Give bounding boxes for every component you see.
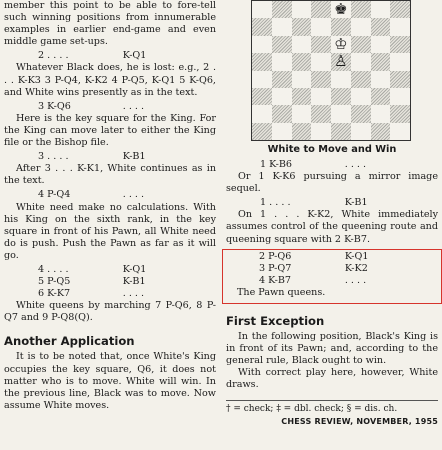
paragraph: White queens by marching 7 P-Q6, 8 P-Q7 and 9 P-Q8(Q). bbox=[4, 300, 216, 324]
board-square bbox=[390, 88, 410, 105]
move-line: 4 P-Q4 . . . . bbox=[38, 189, 145, 201]
board-square bbox=[311, 88, 331, 105]
move-line: 5 P-Q5 K-B1 bbox=[38, 276, 146, 288]
move-line: 2 P-Q6 K-Q1 bbox=[259, 250, 369, 262]
move-line: 1 . . . . K-B1 bbox=[260, 197, 368, 209]
board-square bbox=[252, 18, 272, 35]
board-square bbox=[252, 105, 272, 122]
paragraph: With correct play here, however, White draws. bbox=[226, 367, 438, 391]
board-square bbox=[252, 71, 272, 88]
board-square bbox=[272, 105, 292, 122]
paragraph: After 3 . . . K-K1, White continues as in the text. bbox=[4, 163, 216, 187]
board-square bbox=[351, 36, 371, 53]
symbol-legend: † = check; ‡ = dbl. check; § = dis. ch. bbox=[226, 403, 398, 414]
board-square bbox=[311, 105, 331, 122]
paragraph: In the following position, Black's King is in front of its Pawn; and, according to the general rule, Black ought to win. bbox=[226, 331, 438, 367]
board-square bbox=[390, 18, 410, 35]
board-square bbox=[371, 36, 391, 53]
board-square bbox=[331, 53, 351, 70]
paragraph: Or 1 K-K6 pursuing a mirror image sequel. bbox=[226, 171, 438, 195]
paragraph: White need make no calculations. With his King on the sixth rank, in the key square in front of his Pawn, all White need do is push. Push the Pawn as far as it will go. bbox=[4, 201, 216, 261]
board-square bbox=[371, 71, 391, 88]
board-square bbox=[331, 71, 351, 88]
page-footer: CHESS REVIEW, NOVEMBER, 1955 bbox=[281, 416, 438, 426]
paragraph: The Pawn queens. bbox=[237, 286, 326, 298]
board-square bbox=[272, 36, 292, 53]
highlight-box bbox=[222, 249, 442, 304]
move-line: 3 K-Q6 . . . . bbox=[38, 100, 145, 112]
board-square bbox=[311, 18, 331, 35]
board-square bbox=[311, 71, 331, 88]
board-square bbox=[331, 1, 351, 18]
white-pawn-icon: ♙ bbox=[334, 52, 348, 71]
move-line: 4 K-B7 . . . . bbox=[259, 274, 367, 286]
right-column bbox=[226, 0, 438, 426]
move-line: 1 K-B6 . . . . bbox=[260, 159, 367, 170]
board-square bbox=[371, 123, 391, 140]
board-square bbox=[371, 1, 391, 18]
board-square bbox=[252, 123, 272, 140]
board-square bbox=[390, 36, 410, 53]
board-square bbox=[311, 1, 331, 18]
move-line: 4 . . . . K-Q1 bbox=[38, 263, 147, 275]
paragraph: It is to be noted that, once White's King occupies the key square, Q6, it does not matter who is to move. White will win. In the previous line, Black was to move. Now assume White moves. bbox=[4, 351, 216, 411]
board-square bbox=[351, 18, 371, 35]
board-square bbox=[371, 88, 391, 105]
board-square bbox=[311, 36, 331, 53]
board-square bbox=[331, 18, 351, 35]
diagram-caption: White to Move and Win bbox=[267, 144, 397, 155]
paragraph: Here is the key square for the King. For the King can move later to either the King file or the Bishop file. bbox=[4, 112, 216, 149]
board-square bbox=[252, 36, 272, 53]
move-line: 3 P-Q7 K-K2 bbox=[259, 262, 368, 274]
board-square bbox=[351, 105, 371, 122]
move-line: 6 K-K7 . . . . bbox=[38, 288, 145, 300]
black-king-icon: ♚ bbox=[334, 0, 348, 19]
board-square bbox=[331, 105, 351, 122]
board-square bbox=[272, 88, 292, 105]
board-square bbox=[292, 123, 312, 140]
board-square bbox=[331, 88, 351, 105]
chess-board bbox=[251, 0, 411, 141]
board-square bbox=[252, 88, 272, 105]
board-square bbox=[331, 36, 351, 53]
board-square bbox=[252, 53, 272, 70]
board-square bbox=[371, 53, 391, 70]
board-square bbox=[272, 18, 292, 35]
board-square bbox=[390, 123, 410, 140]
board-square bbox=[272, 1, 292, 18]
section-heading: Another Application bbox=[4, 334, 135, 349]
board-square bbox=[351, 1, 371, 18]
board-square bbox=[292, 36, 312, 53]
board-square bbox=[371, 105, 391, 122]
board-square bbox=[351, 71, 371, 88]
board-square bbox=[272, 123, 292, 140]
paragraph: On 1 . . . K-K2, White immediately assumes control of the queening route and queening square with 2 K-B7. bbox=[226, 209, 438, 245]
board-square bbox=[292, 1, 312, 18]
divider bbox=[226, 400, 438, 401]
board-square bbox=[371, 18, 391, 35]
board-square bbox=[272, 53, 292, 70]
board-square bbox=[292, 18, 312, 35]
board-square bbox=[390, 1, 410, 18]
board-square bbox=[351, 53, 371, 70]
board-square bbox=[390, 105, 410, 122]
board-square bbox=[331, 123, 351, 140]
board-square bbox=[272, 71, 292, 88]
board-square bbox=[311, 123, 331, 140]
board-square bbox=[311, 53, 331, 70]
board-square bbox=[292, 53, 312, 70]
left-column bbox=[4, 0, 216, 412]
board-square bbox=[292, 71, 312, 88]
board-square bbox=[252, 1, 272, 18]
move-line: 3 . . . . K-B1 bbox=[38, 151, 146, 163]
board-square bbox=[351, 123, 371, 140]
board-square bbox=[390, 53, 410, 70]
board-square bbox=[390, 71, 410, 88]
paragraph: Whatever Black does, he is lost: e.g., 2 . . . K-K3 3 P-Q4, K-K2 4 P-Q5, K-Q1 5 K-Q6, and White wins presently as in the text. bbox=[4, 62, 216, 98]
move-line: 2 . . . . K-Q1 bbox=[38, 50, 147, 62]
section-heading: First Exception bbox=[226, 314, 325, 329]
board-square bbox=[292, 88, 312, 105]
paragraph: member this point to be able to fore-tell such winning positions from innumerable examples in earlier end-game and even middle game set-ups. bbox=[4, 0, 216, 48]
board-square bbox=[351, 88, 371, 105]
board-square bbox=[292, 105, 312, 122]
chess-diagram bbox=[251, 0, 411, 141]
white-king-icon: ♔ bbox=[334, 34, 348, 53]
